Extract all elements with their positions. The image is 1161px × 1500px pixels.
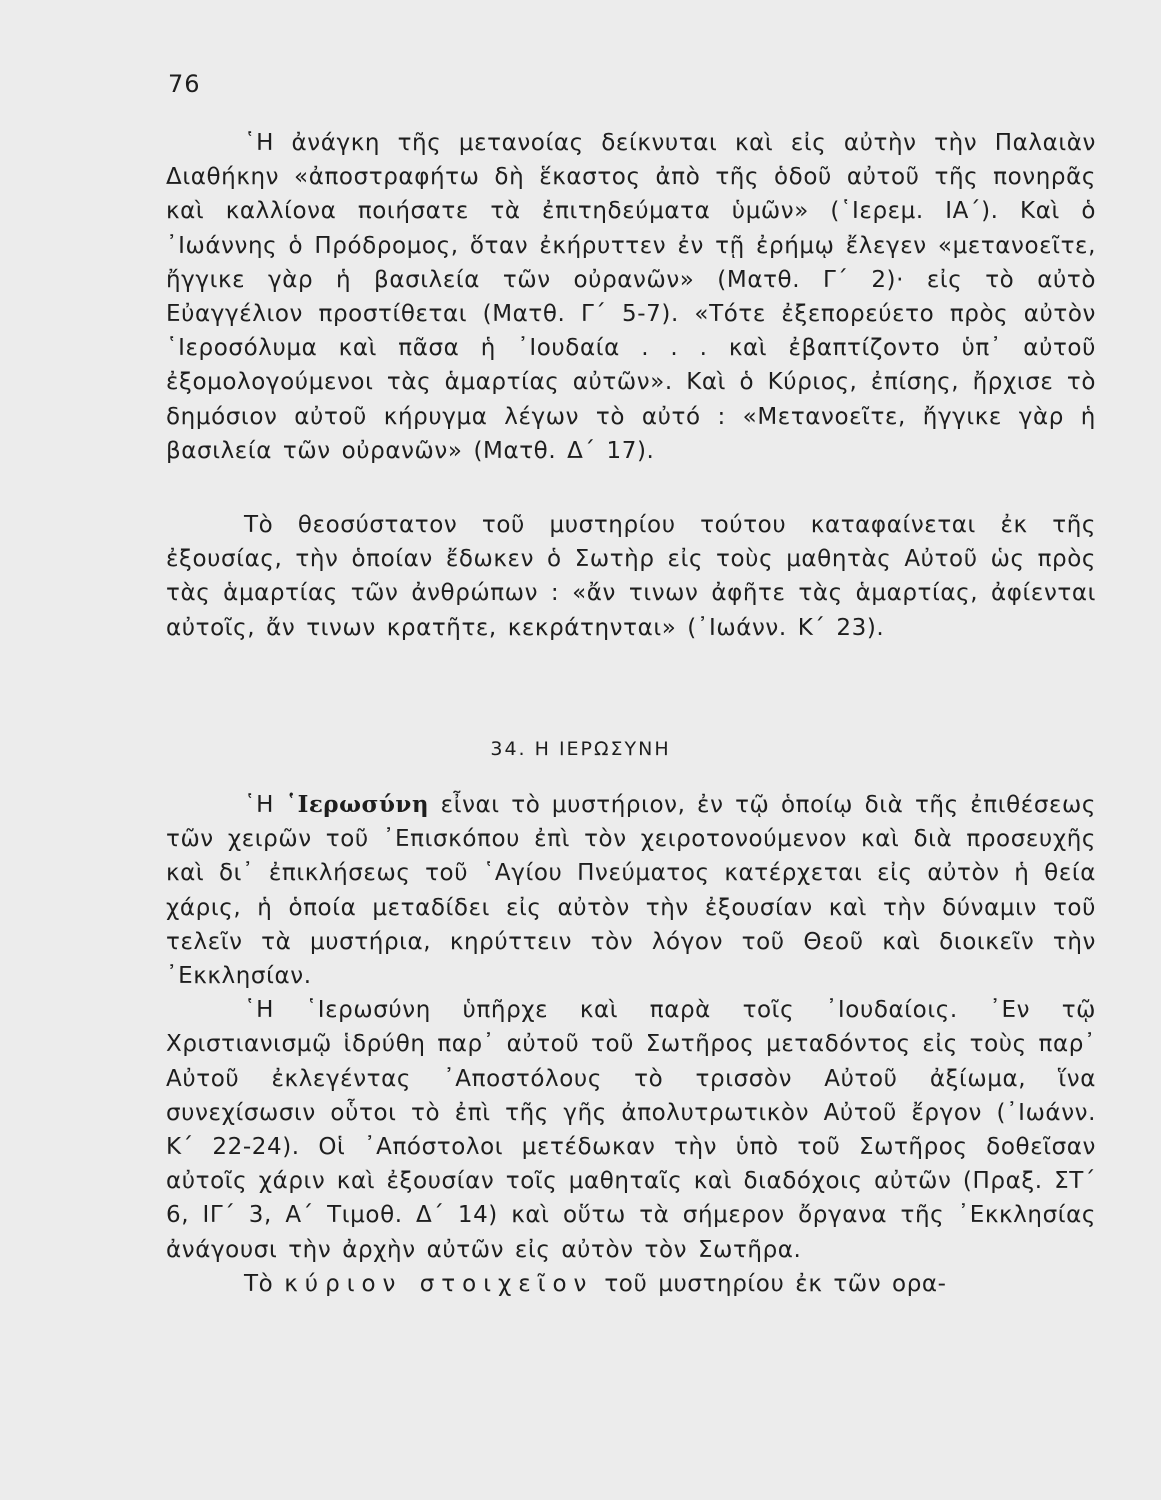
paragraph-divine-origin: Τὸ θεοσύστατον τοῦ μυστηρίου τούτου καταφαίνεται ἐκ τῆς ἐξουσίας, τὴν ὁποίαν ἔδωκεν ὁ Σωτὴρ εἰς τοὺς μαθητὰς Αὐτοῦ ὡς πρὸς τὰς ἁμαρτίας τῶν ἀνθρώπων : «ἄν τινων ἀφῆτε τὰς ἁμαρτίας, ἀφίενται αὐτοῖς, ἄν τινων κρατῆτε, κεκράτηνται» (᾿Ιωάνν. Κ΄ 23). xyxy=(166,512,1096,641)
page-number: 76 xyxy=(168,70,201,98)
paragraph-priesthood-history: ῾Η ῾Ιερωσύνη ὑπῆρχε καὶ παρὰ τοῖς ᾿Ιουδαίοις. ᾿Εν τῷ Χριστιανισμῷ ἱδρύθη παρ᾿ αὐτοῦ τοῦ Σωτῆρος μεταδόντος εἰς τοὺς παρ᾿ Αὐτοῦ ἐκλεγέντας ᾿Αποστόλους τὸ τρισσὸν Αὐτοῦ ἀξίωμα, ἵνα συνεχίσωσιν οὗτοι τὸ ἐπὶ τῆς γῆς ἀπολυτρωτικὸν Αὐτοῦ ἔργον (᾿Ιωάνν. Κ΄ 22-24). Οἱ ᾿Απόστολοι μετέδωκαν τὴν ὑπὸ τοῦ Σωτῆρος δοθεῖσαν αὐτοῖς χάριν καὶ ἐξουσίαν τοῖς μαθηταῖς καὶ διαδόχοις αὐτῶν (Πραξ. ΣΤ΄ 6, ΙΓ΄ 3, Α΄ Τιμοθ. Δ΄ 14) καὶ οὕτω τὰ σήμερον ὄργανα τῆς ᾿Εκκλησίας ἀνάγουσι τὴν ἀρχὴν αὐτῶν εἰς αὐτὸν τὸν Σωτῆρα. xyxy=(166,997,1096,1263)
paragraph-block-repentance xyxy=(166,126,1096,468)
paragraph-priesthood-definition xyxy=(166,788,1096,993)
paragraph-block-divine-origin xyxy=(166,508,1096,645)
paragraph-lead: ῾Η xyxy=(244,792,286,818)
section-heading: 34. Η ΙΕΡΩΣΥΝΗ xyxy=(490,738,671,760)
section-body xyxy=(166,788,1096,1301)
emphasized-term: ῾Ιερωσύνη xyxy=(285,791,430,818)
paragraph-repentance-scripture: ῾Η ἀνάγκη τῆς μετανοίας δείκνυται καὶ εἰς αὐτὴν τὴν Παλαιὰν Διαθήκην «ἀποστραφήτω δὴ ἕκαστος ἀπὸ τῆς ὁδοῦ αὐτοῦ τῆς πονηρᾶς καὶ καλλίονα ποιήσατε τὰ ἐπιτηδεύματα ὑμῶν» (῾Ιερεμ. ΙΑ΄). Καὶ ὁ ᾿Ιωάννης ὁ Πρόδρομος, ὅταν ἐκήρυττεν ἐν τῇ ἐρήμῳ ἔλεγεν «μετανοεῖτε, ἤγγικε γὰρ ἡ βασιλεία τῶν οὐρανῶν» (Ματθ. Γ΄ 2)· εἰς τὸ αὐτὸ Εὐαγγέλιον προστίθεται (Ματθ. Γ΄ 5-7). «Τότε ἐξεπορεύετο πρὸς αὐτὸν ῾Ιεροσόλυμα καὶ πᾶσα ἡ ᾿Ιουδαία . . . καὶ ἐβαπτίζοντο ὑπ᾿ αὐτοῦ ἐξομολογούμενοι τὰς ἁμαρτίας αὐτῶν». Καὶ ὁ Κύριος, ἐπίσης, ἤρχισε τὸ δημόσιον αὐτοῦ κήρυγμα λέγων τὸ αὐτό : «Μετανοεῖτε, ἤγγικε γὰρ ἡ βασιλεία τῶν οὐρανῶν» (Ματθ. Δ΄ 17). xyxy=(166,130,1096,464)
spaced-term: κύριον στοιχεῖον xyxy=(284,1270,594,1297)
paragraph-main-element xyxy=(166,1267,1096,1301)
paragraph-lead: Τὸ xyxy=(244,1270,285,1297)
paragraph-text: εἶναι τὸ μυστήριον, ἐν τῷ ὁποίῳ διὰ τῆς ἐπιθέσεως τῶν χειρῶν τοῦ ᾿Επισκόπου ἐπὶ τὸν χειροτονούμενον καὶ διὰ προσευχῆς καὶ δι᾿ ἐπικλήσεως τοῦ ῾Αγίου Πνεύματος κατέρχεται εἰς αὐτὸν ἡ θεία χάρις, ἡ ὁποία μεταδίδει εἰς αὐτὸν τὴν ἐξουσίαν καὶ τὴν δύναμιν τοῦ τελεῖν τὰ μυστήρια, κηρύττειν τὸν λόγον τοῦ Θεοῦ καὶ διοικεῖν τὴν ᾿Εκκλησίαν. xyxy=(166,792,1096,990)
paragraph-text: τοῦ μυστηρίου ἐκ τῶν ορα- xyxy=(593,1270,947,1297)
